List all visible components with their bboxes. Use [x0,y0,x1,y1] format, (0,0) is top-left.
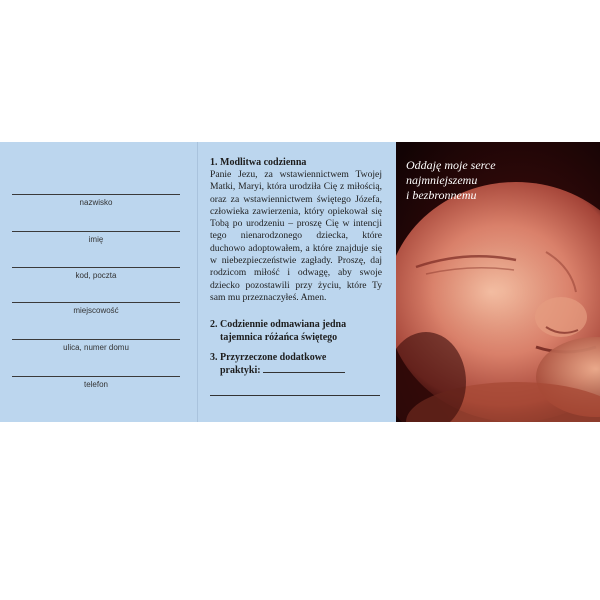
city-line [12,302,180,303]
photo-panel [396,142,600,422]
personal-data-panel [0,142,198,422]
city-field[interactable] [12,302,180,315]
rosary-line-2: tajemnica różańca świętego [220,331,338,343]
surname-field[interactable] [12,194,180,207]
prayer-panel [198,142,396,422]
practices-line-2: praktyki: [220,364,261,376]
phone-field[interactable] [12,376,180,389]
postal-code-line [12,267,180,268]
first-name-field[interactable] [12,231,180,244]
street-line [12,339,180,340]
city-label: miejscowość [73,306,119,315]
first-name-label: imię [88,235,104,244]
phone-label: telefon [83,380,109,389]
practices-blank-2[interactable] [210,395,380,396]
adoption-card [0,142,600,422]
quote-line-2: najmniejszemu [406,173,478,187]
street-label: ulica, numer domu [63,343,129,352]
surname-line [12,194,180,195]
practices-line-1: 3. Przyrzeczone dodatkowe [210,352,327,363]
postal-code-field[interactable] [12,267,180,280]
phone-line [12,376,180,377]
first-name-line [12,231,180,232]
prayer-text: Panie Jezu, za wstawiennictwem Twojej Matki, Maryi, która urodziła Cię z miłością, oraz za wstawiennictwem świętego Józefa, człowieka zawierzenia, który opiekował się Tobą po urodzeniu – proszę Cię w intencji tego nienarodzonego dziecka, które duchowo adoptowałem, a które znajduje się w niebezpieczeństwie zagłady. Proszę, daj rodzicom miłość i odwagę, aby swoje dziecko pozostawili przy życiu, które Ty sam mu przeznaczyłeś. Amen. [210,169,382,303]
surname-label: nazwisko [79,198,113,207]
quote-line-1: Oddaję moje serce [406,158,496,172]
dedication-quote [406,158,596,203]
prayer-heading: 1. Modlitwa codzienna [210,157,307,168]
quote-line-3: i bezbronnemu [406,188,477,202]
rosary-item [210,319,390,344]
street-field[interactable] [12,339,180,352]
postal-code-label: kod, poczta [75,271,117,280]
practices-blank-1[interactable] [263,372,345,373]
practices-item [210,352,390,377]
daily-prayer [210,157,382,304]
rosary-line-1: 2. Codziennie odmawiana jedna [210,319,347,330]
